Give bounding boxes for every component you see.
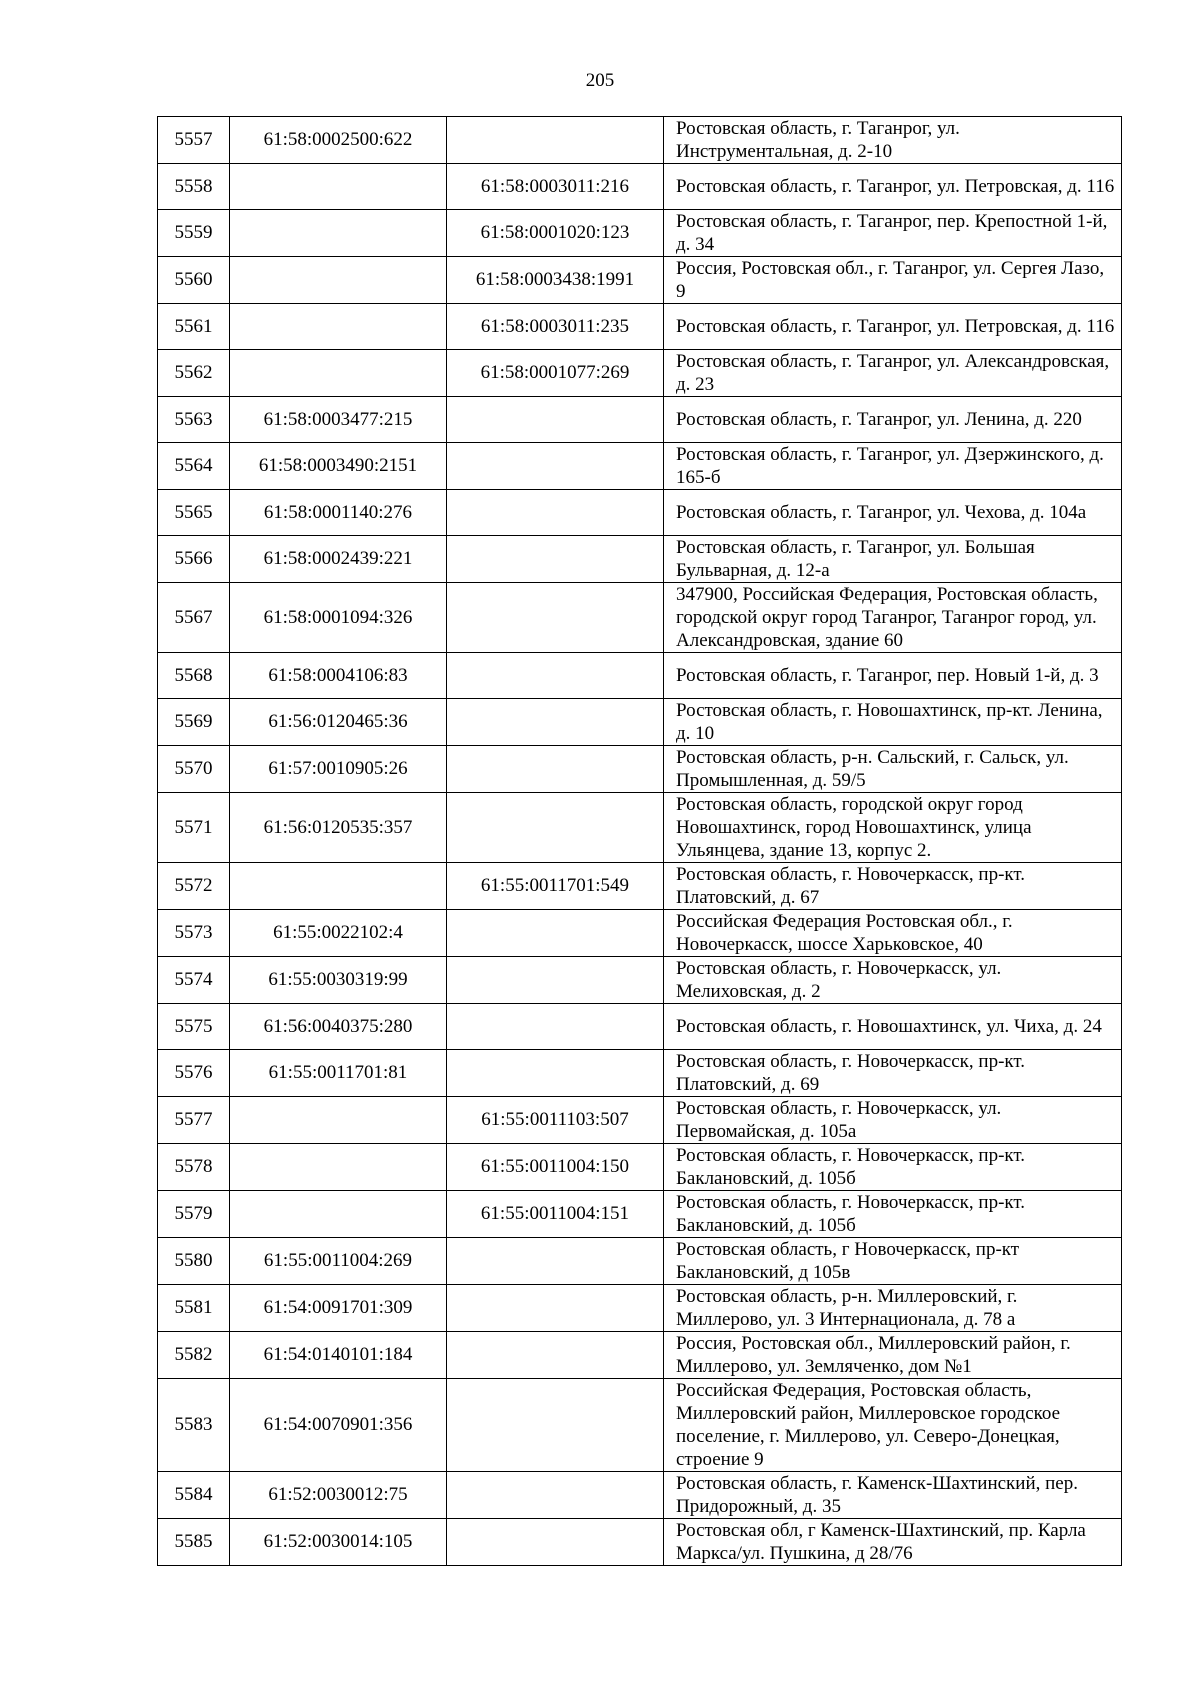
table-row [158, 443, 1122, 490]
related-cadastral-number-cell [447, 1285, 664, 1332]
address-cell: Ростовская область, г. Каменск-Шахтинский, пер. Придорожный, д. 35 [664, 1472, 1122, 1519]
related-cadastral-number-cell [447, 1519, 664, 1566]
related-cadastral-number-cell [447, 1472, 664, 1519]
cadastral-number-cell: 61:52:0030014:105 [230, 1519, 447, 1566]
table-row [158, 746, 1122, 793]
registry-table [157, 116, 1122, 1566]
cadastral-number-cell: 61:55:0011701:81 [230, 1050, 447, 1097]
related-cadastral-number-cell: 61:55:0011004:150 [447, 1144, 664, 1191]
row-number-cell: 5568 [158, 653, 230, 699]
row-number-cell: 5565 [158, 490, 230, 536]
cadastral-number-cell: 61:58:0001140:276 [230, 490, 447, 536]
address-cell: Ростовская область, г. Таганрог, ул. Петровская, д. 116 [664, 304, 1122, 350]
row-number-cell: 5561 [158, 304, 230, 350]
table-row [158, 653, 1122, 699]
address-cell: Ростовская область, г. Новошахтинск, пр-кт. Ленина, д. 10 [664, 699, 1122, 746]
row-number-cell: 5566 [158, 536, 230, 583]
address-cell: Ростовская обл, г Каменск-Шахтинский, пр. Карла Маркса/ул. Пушкина, д 28/76 [664, 1519, 1122, 1566]
related-cadastral-number-cell [447, 397, 664, 443]
related-cadastral-number-cell [447, 653, 664, 699]
table-row [158, 257, 1122, 304]
cadastral-number-cell: 61:58:0003490:2151 [230, 443, 447, 490]
cadastral-number-cell: 61:58:0004106:83 [230, 653, 447, 699]
table-row [158, 1097, 1122, 1144]
related-cadastral-number-cell: 61:55:0011103:507 [447, 1097, 664, 1144]
row-number-cell: 5558 [158, 164, 230, 210]
row-number-cell: 5585 [158, 1519, 230, 1566]
row-number-cell: 5557 [158, 117, 230, 164]
related-cadastral-number-cell: 61:58:0001077:269 [447, 350, 664, 397]
related-cadastral-number-cell: 61:58:0003438:1991 [447, 257, 664, 304]
address-cell: Ростовская область, р-н. Миллеровский, г. Миллерово, ул. 3 Интернационала, д. 78 а [664, 1285, 1122, 1332]
cadastral-number-cell: 61:56:0120465:36 [230, 699, 447, 746]
table-row [158, 304, 1122, 350]
table-row [158, 1144, 1122, 1191]
related-cadastral-number-cell [447, 583, 664, 653]
row-number-cell: 5579 [158, 1191, 230, 1238]
related-cadastral-number-cell [447, 536, 664, 583]
address-cell: Ростовская область, г. Новошахтинск, ул. Чиха, д. 24 [664, 1004, 1122, 1050]
address-cell: Ростовская область, г. Таганрог, ул. Инструментальная, д. 2-10 [664, 117, 1122, 164]
address-cell: Ростовская область, г. Новочеркасск, пр-кт. Платовский, д. 69 [664, 1050, 1122, 1097]
related-cadastral-number-cell [447, 746, 664, 793]
cadastral-number-cell: 61:54:0091701:309 [230, 1285, 447, 1332]
cadastral-number-cell: 61:56:0040375:280 [230, 1004, 447, 1050]
address-cell: Ростовская область, городской округ город Новошахтинск, город Новошахтинск, улица Ульянцева, здание 13, корпус 2. [664, 793, 1122, 863]
table-row [158, 536, 1122, 583]
related-cadastral-number-cell [447, 1050, 664, 1097]
cadastral-number-cell [230, 304, 447, 350]
table-row [158, 1238, 1122, 1285]
related-cadastral-number-cell [447, 117, 664, 164]
related-cadastral-number-cell [447, 1332, 664, 1379]
row-number-cell: 5559 [158, 210, 230, 257]
address-cell: 347900, Российская Федерация, Ростовская область, городской округ город Таганрог, Таганрог город, ул. Александровская, здание 60 [664, 583, 1122, 653]
address-cell: Ростовская область, р-н. Сальский, г. Сальск, ул. Промышленная, д. 59/5 [664, 746, 1122, 793]
table-row [158, 1379, 1122, 1472]
related-cadastral-number-cell: 61:58:0001020:123 [447, 210, 664, 257]
table-row [158, 793, 1122, 863]
cadastral-number-cell: 61:54:0070901:356 [230, 1379, 447, 1472]
cadastral-number-cell: 61:58:0002439:221 [230, 536, 447, 583]
address-cell: Ростовская область, г Новочеркасск, пр-кт Баклановский, д 105в [664, 1238, 1122, 1285]
cadastral-number-cell [230, 863, 447, 910]
cadastral-number-cell [230, 210, 447, 257]
related-cadastral-number-cell [447, 699, 664, 746]
row-number-cell: 5576 [158, 1050, 230, 1097]
table-row [158, 397, 1122, 443]
cadastral-number-cell: 61:55:0011004:269 [230, 1238, 447, 1285]
row-number-cell: 5581 [158, 1285, 230, 1332]
cadastral-number-cell [230, 164, 447, 210]
row-number-cell: 5572 [158, 863, 230, 910]
table-row [158, 863, 1122, 910]
cadastral-number-cell [230, 1191, 447, 1238]
related-cadastral-number-cell [447, 1004, 664, 1050]
table-row [158, 117, 1122, 164]
related-cadastral-number-cell [447, 490, 664, 536]
related-cadastral-number-cell [447, 1238, 664, 1285]
cadastral-number-cell: 61:55:0022102:4 [230, 910, 447, 957]
row-number-cell: 5582 [158, 1332, 230, 1379]
address-cell: Ростовская область, г. Таганрог, ул. Александровская, д. 23 [664, 350, 1122, 397]
related-cadastral-number-cell [447, 910, 664, 957]
address-cell: Ростовская область, г. Таганрог, ул. Ленина, д. 220 [664, 397, 1122, 443]
cadastral-number-cell [230, 1097, 447, 1144]
cadastral-number-cell: 61:58:0003477:215 [230, 397, 447, 443]
row-number-cell: 5583 [158, 1379, 230, 1472]
cadastral-number-cell: 61:56:0120535:357 [230, 793, 447, 863]
cadastral-number-cell: 61:57:0010905:26 [230, 746, 447, 793]
address-cell: Российская Федерация Ростовская обл., г. Новочеркасск, шоссе Харьковское, 40 [664, 910, 1122, 957]
related-cadastral-number-cell: 61:55:0011701:549 [447, 863, 664, 910]
row-number-cell: 5574 [158, 957, 230, 1004]
page-number: 205 [585, 70, 615, 91]
related-cadastral-number-cell [447, 443, 664, 490]
table-row [158, 910, 1122, 957]
row-number-cell: 5580 [158, 1238, 230, 1285]
row-number-cell: 5570 [158, 746, 230, 793]
row-number-cell: 5575 [158, 1004, 230, 1050]
cadastral-number-cell [230, 257, 447, 304]
registry-table-body [158, 117, 1122, 1566]
address-cell: Россия, Ростовская обл., Миллеровский район, г. Миллерово, ул. Земляченко, дом №1 [664, 1332, 1122, 1379]
row-number-cell: 5571 [158, 793, 230, 863]
row-number-cell: 5567 [158, 583, 230, 653]
table-row [158, 583, 1122, 653]
table-row [158, 350, 1122, 397]
cadastral-number-cell: 61:58:0002500:622 [230, 117, 447, 164]
address-cell: Ростовская область, г. Таганрог, ул. Петровская, д. 116 [664, 164, 1122, 210]
related-cadastral-number-cell [447, 793, 664, 863]
table-row [158, 957, 1122, 1004]
row-number-cell: 5584 [158, 1472, 230, 1519]
address-cell: Российская Федерация, Ростовская область, Миллеровский район, Миллеровское городское поселение, г. Миллерово, ул. Северо-Донецкая, строение 9 [664, 1379, 1122, 1472]
row-number-cell: 5577 [158, 1097, 230, 1144]
table-row [158, 210, 1122, 257]
table-row [158, 1004, 1122, 1050]
table-row [158, 1519, 1122, 1566]
row-number-cell: 5564 [158, 443, 230, 490]
related-cadastral-number-cell: 61:58:0003011:235 [447, 304, 664, 350]
cadastral-number-cell: 61:54:0140101:184 [230, 1332, 447, 1379]
address-cell: Ростовская область, г. Новочеркасск, пр-кт. Платовский, д. 67 [664, 863, 1122, 910]
related-cadastral-number-cell: 61:55:0011004:151 [447, 1191, 664, 1238]
address-cell: Ростовская область, г. Новочеркасск, ул. Первомайская, д. 105а [664, 1097, 1122, 1144]
table-row [158, 1332, 1122, 1379]
address-cell: Ростовская область, г. Таганрог, пер. Крепостной 1-й, д. 34 [664, 210, 1122, 257]
cadastral-number-cell: 61:52:0030012:75 [230, 1472, 447, 1519]
cadastral-number-cell: 61:55:0030319:99 [230, 957, 447, 1004]
address-cell: Ростовская область, г. Таганрог, ул. Чехова, д. 104а [664, 490, 1122, 536]
table-row [158, 1050, 1122, 1097]
table-row [158, 1191, 1122, 1238]
table-row [158, 1285, 1122, 1332]
cadastral-number-cell [230, 1144, 447, 1191]
row-number-cell: 5573 [158, 910, 230, 957]
cadastral-number-cell [230, 350, 447, 397]
row-number-cell: 5563 [158, 397, 230, 443]
row-number-cell: 5569 [158, 699, 230, 746]
address-cell: Ростовская область, г. Таганрог, пер. Новый 1-й, д. 3 [664, 653, 1122, 699]
row-number-cell: 5560 [158, 257, 230, 304]
related-cadastral-number-cell: 61:58:0003011:216 [447, 164, 664, 210]
row-number-cell: 5578 [158, 1144, 230, 1191]
address-cell: Ростовская область, г. Новочеркасск, ул. Мелиховская, д. 2 [664, 957, 1122, 1004]
related-cadastral-number-cell [447, 957, 664, 1004]
address-cell: Ростовская область, г. Новочеркасск, пр-кт. Баклановский, д. 105б [664, 1144, 1122, 1191]
address-cell: Ростовская область, г. Таганрог, ул. Дзержинского, д. 165-б [664, 443, 1122, 490]
address-cell: Россия, Ростовская обл., г. Таганрог, ул. Сергея Лазо, 9 [664, 257, 1122, 304]
table-row [158, 699, 1122, 746]
address-cell: Ростовская область, г. Новочеркасск, пр-кт. Баклановский, д. 105б [664, 1191, 1122, 1238]
related-cadastral-number-cell [447, 1379, 664, 1472]
table-row [158, 490, 1122, 536]
row-number-cell: 5562 [158, 350, 230, 397]
table-row [158, 164, 1122, 210]
cadastral-number-cell: 61:58:0001094:326 [230, 583, 447, 653]
address-cell: Ростовская область, г. Таганрог, ул. Большая Бульварная, д. 12-а [664, 536, 1122, 583]
table-row [158, 1472, 1122, 1519]
